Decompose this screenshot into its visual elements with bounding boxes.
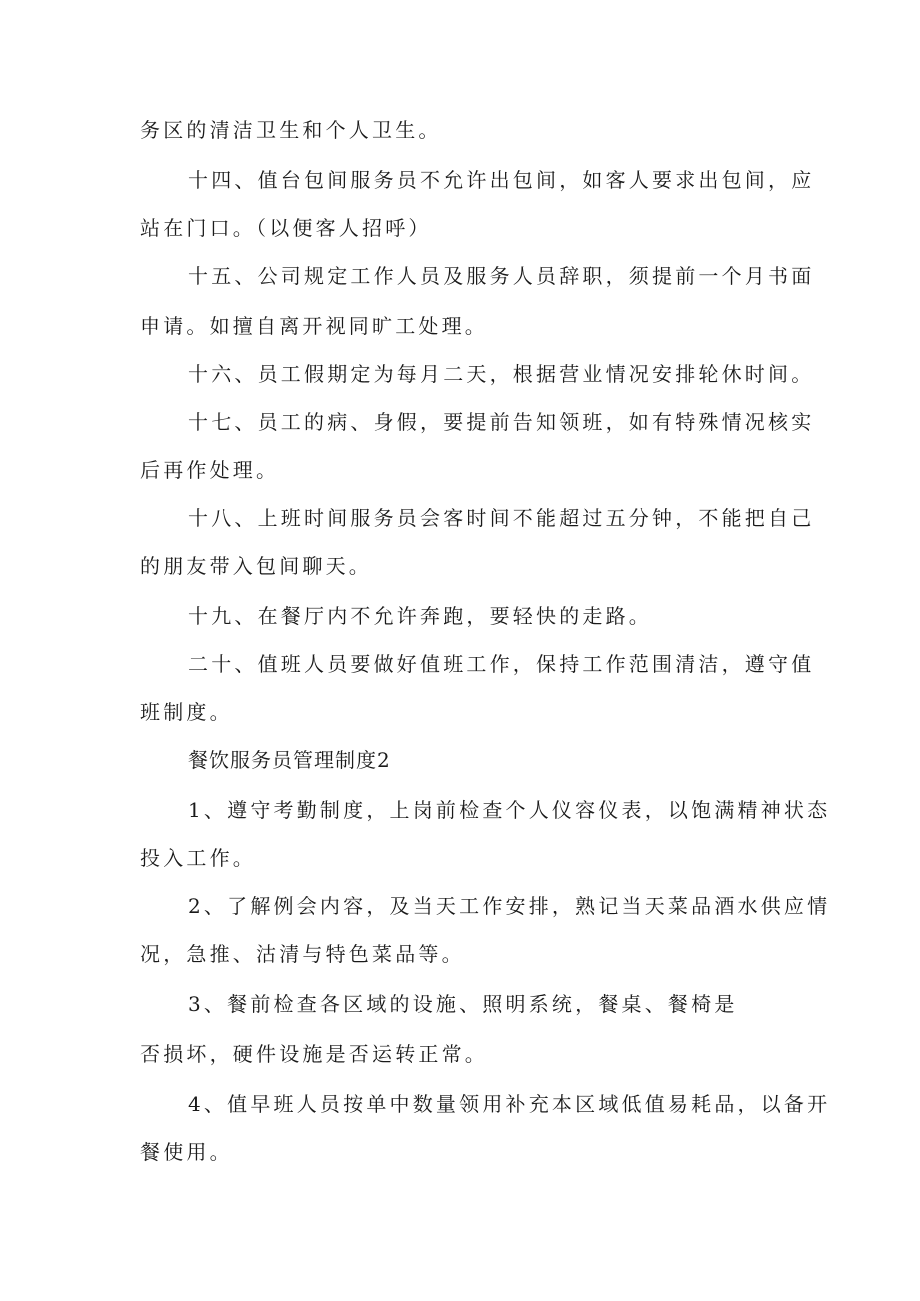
paragraph-line: 站在门口。（以便客人招呼） xyxy=(140,216,432,240)
paragraph-line: 3、餐前检查各区域的设施、照明系统，餐桌、餐椅是 xyxy=(188,992,738,1016)
section-heading: 餐饮服务员管理制度2 xyxy=(188,748,391,772)
paragraph-line: 十九、在餐厅内不允许奔跑，要轻快的走路。 xyxy=(188,604,652,628)
paragraph-line: 况，急推、沽清与特色菜品等。 xyxy=(140,942,465,966)
paragraph-line: 2、了解例会内容，及当天工作安排，熟记当天菜品酒水供应情 xyxy=(188,894,831,918)
paragraph-line: 十七、员工的病、身假，要提前告知领班，如有特殊情况核实 xyxy=(188,410,815,434)
paragraph-line: 二十、值班人员要做好值班工作，保持工作范围清洁，遵守值 xyxy=(188,652,815,676)
paragraph-line: 十四、值台包间服务员不允许出包间，如客人要求出包间，应 xyxy=(188,168,815,192)
paragraph-line: 1、遵守考勤制度，上岗前检查个人仪容仪表，以饱满精神状态 xyxy=(188,798,831,822)
paragraph-line: 否损坏，硬件设施是否运转正常。 xyxy=(140,1042,488,1066)
paragraph-line: 十五、公司规定工作人员及服务人员辞职，须提前一个月书面 xyxy=(188,264,815,288)
paragraph-line: 的朋友带入包间聊天。 xyxy=(140,554,372,578)
paragraph-line: 申请。如擅自离开视同旷工处理。 xyxy=(140,314,488,338)
paragraph-line: 班制度。 xyxy=(140,700,233,724)
paragraph-line: 务区的清洁卫生和个人卫生。 xyxy=(140,118,442,142)
paragraph-line: 4、值早班人员按单中数量领用补充本区域低值易耗品，以备开 xyxy=(188,1092,831,1116)
paragraph-line: 十六、员工假期定为每月二天，根据营业情况安排轮休时间。 xyxy=(188,362,815,386)
paragraph-line: 后再作处理。 xyxy=(140,458,280,482)
paragraph-line: 餐使用。 xyxy=(140,1140,233,1164)
paragraph-line: 投入工作。 xyxy=(140,846,256,870)
paragraph-line: 十八、上班时间服务员会客时间不能超过五分钟，不能把自己 xyxy=(188,506,815,530)
